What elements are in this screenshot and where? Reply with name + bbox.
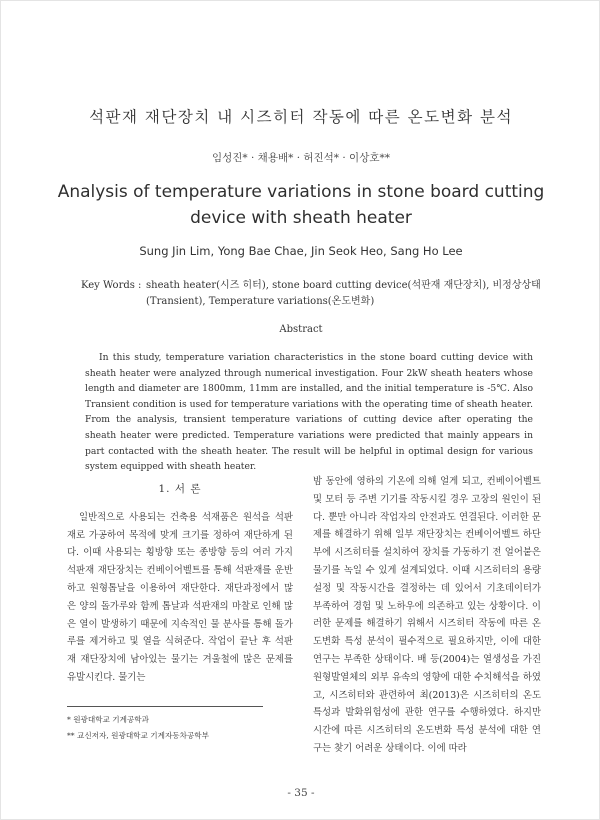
keywords-block [81, 278, 549, 310]
keywords-text: sheath heater(시즈 히터), stone board cutting device(석판재 재단장치), 비정상상태(Transient), Temperature variations(온도변화) [146, 280, 541, 307]
english-title: Analysis of temperature variations in stone board cutting device with sheath heater [57, 182, 545, 228]
footnote-corresponding-author: ** 교신저자, 원광대학교 기계자동차공학부 [67, 731, 209, 740]
footnote-divider [67, 706, 263, 707]
korean-title: 석판재 재단장치 내 시즈히터 작동에 따른 온도변화 분석 [89, 108, 513, 126]
keywords-label: Key Words : [81, 280, 142, 291]
english-authors: Sung Jin Lim, Yong Bae Chae, Jin Seok Heo, Sang Ho Lee [139, 244, 463, 258]
page-number: - 35 - [287, 787, 315, 799]
right-column [313, 473, 541, 758]
abstract-body: In this study, temperature variation characteristics in the stone board cutting device with sheath heater were analyzed through numerical investigation. Four 2kW sheath heaters whose length and diameter are 1800mm, 11mm are installed, and the initial temperature is -5℃. Also Transient condition is used for temperature variations with the operating time of sheath heater. From the analysis, transient temperature variations of cutting device after operating the sheath heater were predicted. Temperature variations were predicted that mainly appears in part contacted with the sheath heater. The result will be helpful in optimal design for various system equipped with sheath heater. [85, 352, 533, 473]
korean-authors: 임성진* · 채용배* · 허진석* · 이상호** [211, 152, 390, 164]
footnotes [67, 712, 307, 744]
left-column [67, 481, 293, 687]
intro-paragraph-right: 밤 동안에 영하의 기온에 의해 얼게 되고, 컨베이어벨트 및 모터 등 주변 기기를 작동시킬 경우 고장의 원인이 된다. 뿐만 아니라 작업자의 안전과도 연결된다. 이러한 문제를 해결하기 위해 일부 재단장치는 컨베이어벨트 하단부에 시즈히터를 설치하여 장치를 가동하기 전 얼어붙은 물기를 녹일 수 있게 설계되었다. 이때 시즈히터의 용량 설정 및 작동시간을 결정하는 데 있어서 기초데이터가 부족하여 경험 및 노하우에 의존하고 있는 상황이다. 이러한 문제를 해결하기 위해서 시즈히터 작동에 따른 온도변화 특성 분석이 필수적으로 필요하지만, 이에 대한 연구는 부족한 상태이다. 배 등(2004)는 열생성을 가진 원형발열체의 외부 유속의 영향에 대한 수치해석을 하였고, 시즈히터와 관련하여 최(2013)은 시즈히터의 온도특성과 발화위험성에 관한 연구를 수행하였다. 하지만 시간에 따른 시즈히터의 온도변화 특성 분석에 대한 연구는 찾기 어려운 상태이다. 이에 따라 [313, 476, 541, 754]
intro-paragraph-left: 일반적으로 사용되는 건축용 석재품은 원석을 석판재로 가공하여 목적에 맞게 크기를 정하여 재단하게 된다. 이때 사용되는 횡방향 또는 종방향 등의 여러 가지 석판재 재단장치는 컨베이어벨트를 통해 석판재를 운반하고 원형톱날을 이용하여 재단한다. 재단과정에서 많은 양의 돌가루와 함께 톱날과 석판재의 마찰로 인해 많은 열이 발생하기 때문에 지속적인 물 분사를 통해 돌가루를 제거하고 및 열을 식혀준다. 작업이 끝난 후 석판재 재단장치에 남아있는 물기는 겨울철에 많은 문제를 유발시킨다. 물기는 [67, 511, 293, 683]
section-heading-introduction: 1. 서 론 [158, 483, 202, 495]
abstract-heading: Abstract [279, 324, 323, 335]
footnote-affiliation: * 원광대학교 기계공학과 [67, 715, 149, 724]
